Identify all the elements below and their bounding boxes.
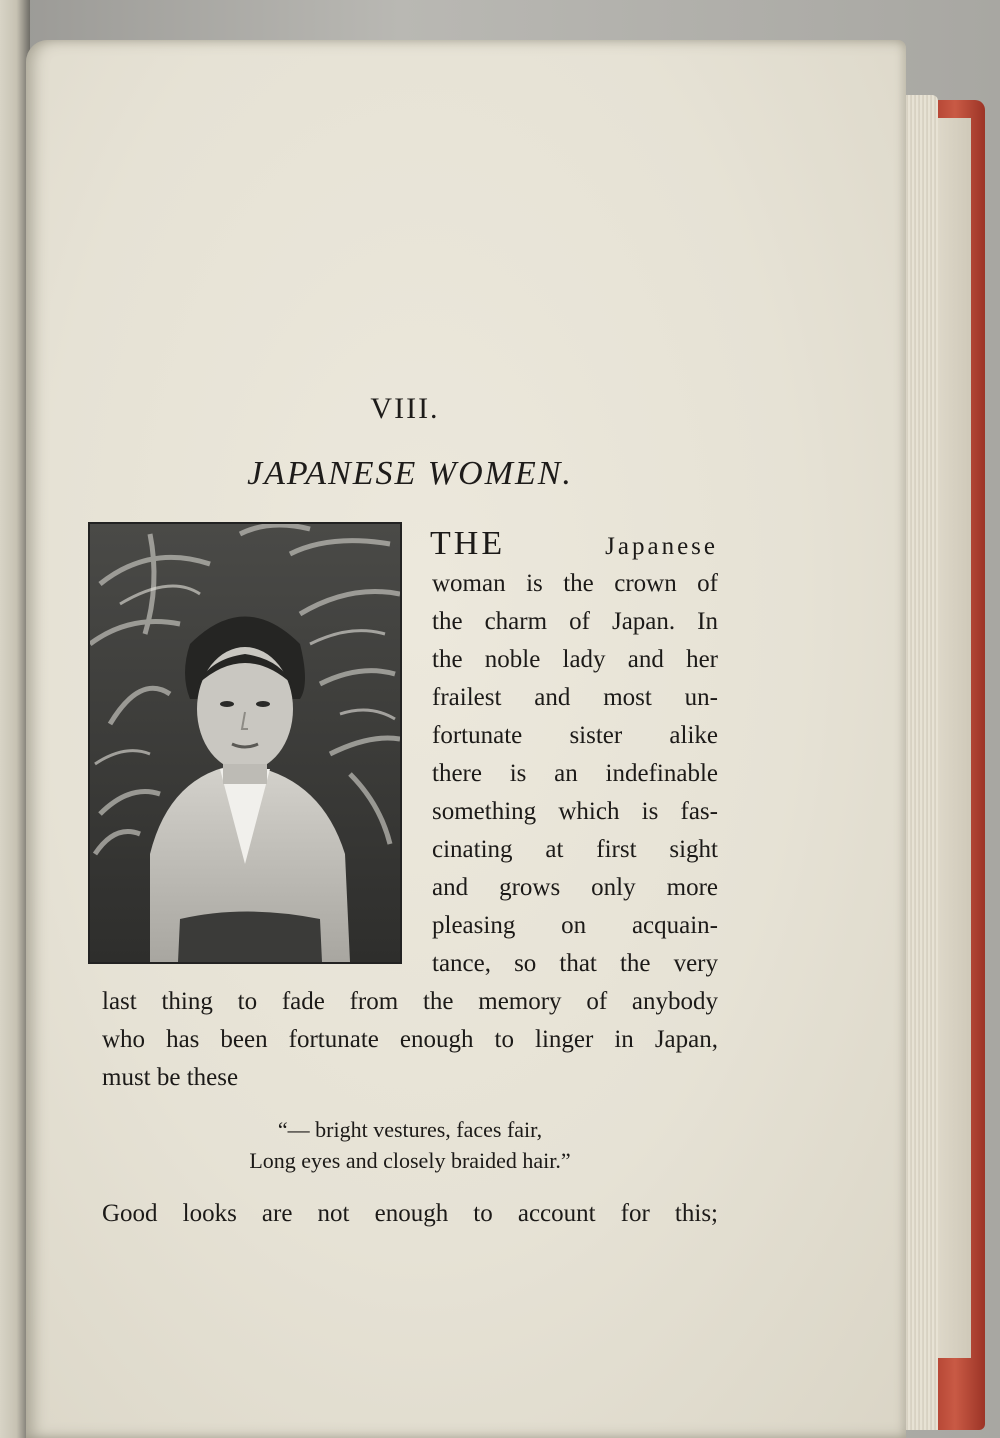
text-line: something which is fas-: [432, 798, 718, 825]
text-line: tance, so that the very: [432, 950, 718, 977]
text-line: and grows only more: [432, 874, 718, 901]
chapter-title: JAPANESE WOMEN.: [247, 455, 573, 492]
text-line: who has been fortunate enough to linger in Japan,: [102, 1026, 718, 1053]
chapter-number: VIII.: [370, 392, 440, 425]
text-line: fortunate sister alike: [432, 722, 718, 749]
portrait-image: [90, 524, 400, 962]
drop-cap: THE: [430, 525, 506, 562]
cover-inner-edge: [937, 118, 971, 1358]
text-line: cinating at first sight: [432, 836, 718, 863]
text-line: the charm of Japan. In: [432, 608, 718, 635]
text-line: woman is the crown of: [432, 570, 718, 597]
text-line: pleasing on acquain-: [432, 912, 718, 939]
text-line: Japanese: [605, 533, 718, 560]
quote-line-1: “— bright vestures, faces fair,: [277, 1117, 543, 1142]
portrait-photograph: [88, 522, 402, 964]
text-line-first: [430, 525, 718, 562]
text-line: last thing to fade from the memory of anybody: [102, 988, 718, 1015]
text-line: frailest and most un-: [432, 684, 718, 711]
text-line: the noble lady and her: [432, 646, 718, 673]
text-line: Good looks are not enough to account for this;: [102, 1200, 718, 1227]
quote-line-2: Long eyes and closely braided hair.”: [249, 1148, 571, 1173]
text-line: there is an indefinable: [432, 760, 718, 787]
text-line: must be these: [102, 1064, 239, 1091]
